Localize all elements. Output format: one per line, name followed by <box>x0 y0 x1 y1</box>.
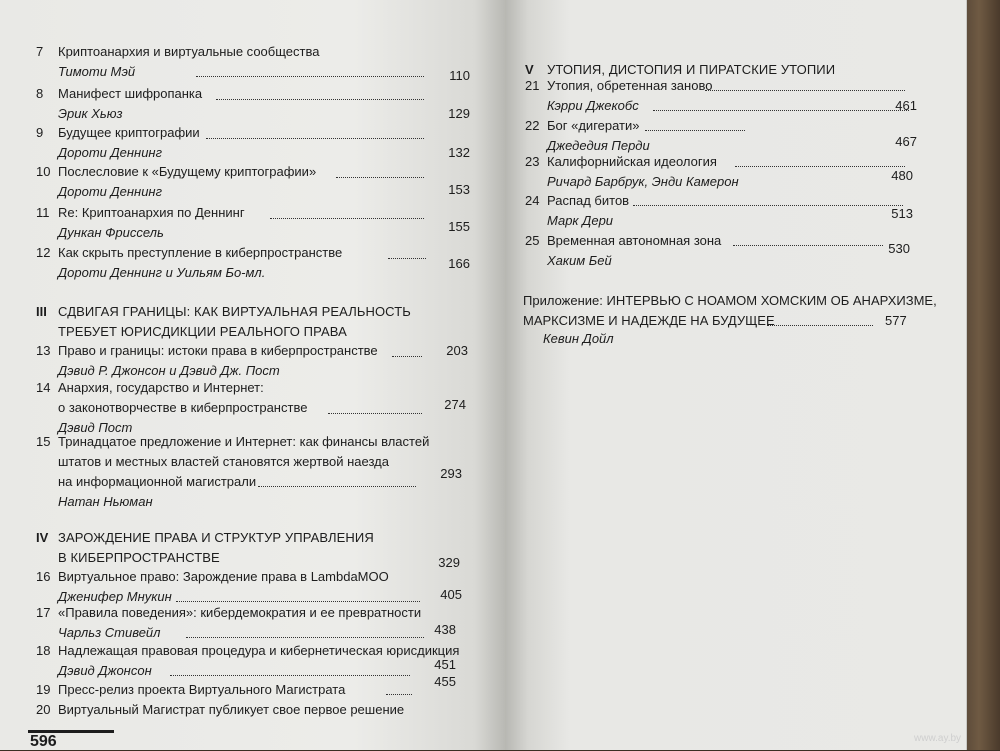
watermark-text: www.ay.by <box>914 733 962 744</box>
entry-title: Калифорнийская идеология <box>547 154 717 169</box>
toc-entry-13 <box>36 343 468 383</box>
entry-title: Re: Криптоанархия по Деннинг <box>58 205 245 220</box>
toc-entry-10 <box>36 164 468 204</box>
toc-entry-7 <box>36 44 468 84</box>
entry-title: Послесловие к «Будущему криптографии» <box>58 164 317 179</box>
entry-title: Бог «дигерати» <box>547 118 640 133</box>
toc-entry-11 <box>36 205 468 245</box>
entry-number: 23 <box>525 154 540 169</box>
background-surface <box>965 0 1000 750</box>
leader-dots <box>336 177 424 178</box>
entry-number: 8 <box>36 86 44 101</box>
entry-title-line3: на информационной магистрали <box>58 474 257 489</box>
toc-entry-17 <box>36 605 468 645</box>
entry-page: 155 <box>448 219 470 234</box>
leader-dots <box>645 130 745 131</box>
entry-number: 22 <box>525 118 540 133</box>
entry-number: 12 <box>36 245 51 260</box>
entry-title: Криптоанархия и виртуальные сообщества <box>58 44 320 59</box>
leader-dots <box>386 694 412 695</box>
entry-number: 24 <box>525 193 540 208</box>
leader-dots <box>270 218 424 219</box>
appendix-page: 577 <box>885 313 907 328</box>
toc-entry-23 <box>525 154 935 194</box>
section-heading-4 <box>36 530 456 566</box>
toc-entry-12 <box>36 245 468 285</box>
entry-author: Дороти Деннинг <box>58 184 162 199</box>
section-title-line2: В КИБЕРПРОСТРАНСТВЕ <box>58 550 220 565</box>
section-title: УТОПИЯ, ДИСТОПИЯ И ПИРАТСКИЕ УТОПИИ <box>547 62 836 77</box>
entry-title: Виртуальное право: Зарождение права в LambdaMOO <box>58 569 389 584</box>
entry-author: Чарльз Стивейл <box>58 625 161 640</box>
toc-entry-8 <box>36 86 468 126</box>
entry-author: Кэрри Джекобс <box>547 98 639 113</box>
entry-page: 467 <box>895 134 917 149</box>
entry-author: Эрик Хьюз <box>58 106 123 121</box>
entry-number: 10 <box>36 164 51 179</box>
leader-dots <box>392 356 422 357</box>
leader-dots <box>767 325 873 326</box>
entry-number: 16 <box>36 569 51 584</box>
entry-page-2: 405 <box>440 587 462 602</box>
entry-number: 11 <box>36 205 50 220</box>
entry-author: Дункан Фриссель <box>58 225 164 240</box>
leader-dots-2 <box>653 110 909 111</box>
section-roman: IV <box>36 530 49 545</box>
entry-title: Временная автономная зона <box>547 233 722 248</box>
toc-entry-21 <box>525 78 935 118</box>
section-title-line1: СДВИГАЯ ГРАНИЦЫ: КАК ВИРТУАЛЬНАЯ РЕАЛЬНОСТЬ <box>58 304 411 319</box>
entry-title: Будущее криптографии <box>58 125 200 140</box>
entry-number: 19 <box>36 682 51 697</box>
entry-number: 15 <box>36 434 51 449</box>
entry-number: 18 <box>36 643 51 658</box>
entry-page: 166 <box>448 256 470 271</box>
toc-entry-18 <box>36 643 468 683</box>
entry-title: Распад битов <box>547 193 630 208</box>
entry-number: 14 <box>36 380 51 395</box>
appendix-title-line2: МАРКСИЗМЕ И НАДЕЖДЕ НА БУДУЩЕЕ <box>523 313 775 328</box>
leader-dots <box>328 413 422 414</box>
entry-author: Джедедия Перди <box>547 138 650 153</box>
leader-dots <box>733 245 883 246</box>
leader-dots <box>196 76 424 77</box>
toc-entry-9 <box>36 125 468 165</box>
leader-dots <box>206 138 424 139</box>
leader-dots <box>176 601 420 602</box>
leader-dots <box>633 205 903 206</box>
entry-page: 480 <box>891 168 913 183</box>
entry-page: 153 <box>448 182 470 197</box>
leader-dots <box>705 90 905 91</box>
entry-number: 21 <box>525 78 540 93</box>
leader-dots <box>186 637 424 638</box>
page-number: 596 <box>30 733 57 750</box>
entry-title: Утопия, обретенная заново <box>547 78 713 93</box>
entry-title: «Правила поведения»: кибердемократия и ее превратности <box>58 605 422 620</box>
entry-page: 203 <box>446 343 468 358</box>
entry-page: 438 <box>434 622 456 637</box>
section-title-line1: ЗАРОЖДЕНИЕ ПРАВА И СТРУКТУР УПРАВЛЕНИЯ <box>58 530 374 545</box>
section-roman: III <box>36 304 47 319</box>
entry-author: Дэвид Р. Джонсон и Дэвид Дж. Пост <box>58 363 280 378</box>
entry-author: Дороти Деннинг <box>58 145 162 160</box>
entry-number: 7 <box>36 44 44 59</box>
entry-title: Анархия, государство и Интернет: <box>58 380 264 395</box>
entry-author: Ричард Барбрук, Энди Камерон <box>547 174 739 189</box>
section-title-line2: ТРЕБУЕТ ЮРИСДИКЦИИ РЕАЛЬНОГО ПРАВА <box>58 324 347 339</box>
toc-entry-14 <box>36 380 468 440</box>
section-roman: V <box>525 62 534 77</box>
entry-number: 13 <box>36 343 51 358</box>
entry-title-line2: о законотворчестве в киберпространстве <box>58 400 308 415</box>
entry-page: 513 <box>891 206 913 221</box>
entry-author: Дженифер Мнукин <box>58 589 172 604</box>
entry-page: 293 <box>440 466 462 481</box>
appendix-title-line1: Приложение: ИНТЕРВЬЮ С НОАМОМ ХОМСКИМ ОБ АНАРХИЗМЕ, <box>523 293 937 308</box>
appendix-author: Кевин Дойл <box>543 331 614 346</box>
entry-title: Надлежащая правовая процедура и кибернетическая юрисдикция <box>58 643 460 658</box>
entry-page: 451 <box>434 657 456 672</box>
entry-title: Виртуальный Магистрат публикует свое первое решение <box>58 702 405 717</box>
entry-page: 530 <box>888 241 910 256</box>
entry-author: Натан Ньюман <box>58 494 153 509</box>
entry-title: Право и границы: истоки права в киберпространстве <box>58 343 378 358</box>
entry-title: Как скрыть преступление в киберпространстве <box>58 245 343 260</box>
entry-title: Пресс-релиз проекта Виртуального Магистрата <box>58 682 346 697</box>
right-page <box>505 0 967 750</box>
toc-entry-19 <box>36 674 468 702</box>
entry-author: Дороти Деннинг и Уильям Бо-мл. <box>58 265 266 280</box>
toc-entry-24 <box>525 193 935 233</box>
section-heading-3 <box>36 304 456 340</box>
entry-number: 20 <box>36 702 51 717</box>
entry-number: 25 <box>525 233 540 248</box>
appendix-entry <box>523 292 943 352</box>
entry-author: Марк Дери <box>547 213 614 228</box>
entry-title: Манифест шифропанка <box>58 86 203 101</box>
leader-dots <box>735 166 905 167</box>
entry-page: 461 <box>895 98 917 113</box>
toc-entry-15 <box>36 434 468 514</box>
entry-title: Тринадцатое предложение и Интернет: как финансы властей <box>58 434 430 449</box>
toc-entry-22 <box>525 118 935 158</box>
entry-number: 17 <box>36 605 51 620</box>
entry-author: Дэвид Джонсон <box>58 663 152 678</box>
leader-dots <box>170 675 410 676</box>
entry-page: 132 <box>448 145 470 160</box>
entry-page: 329 <box>438 555 460 570</box>
entry-author: Тимоти Мэй <box>58 64 136 79</box>
toc-entry-25 <box>525 233 935 273</box>
entry-page: 274 <box>444 397 466 412</box>
toc-entry-20 <box>36 702 468 722</box>
entry-page: 110 <box>449 68 470 83</box>
entry-title-line2: штатов и местных властей становятся жертвой наезда <box>58 454 389 469</box>
entry-author: Хаким Бей <box>547 253 612 268</box>
leader-dots <box>216 99 424 100</box>
entry-page: 455 <box>434 674 456 689</box>
entry-author: Дэвид Пост <box>58 420 133 435</box>
entry-number: 9 <box>36 125 44 140</box>
leader-dots <box>258 486 416 487</box>
entry-page: 129 <box>448 106 470 121</box>
leader-dots <box>388 258 426 259</box>
